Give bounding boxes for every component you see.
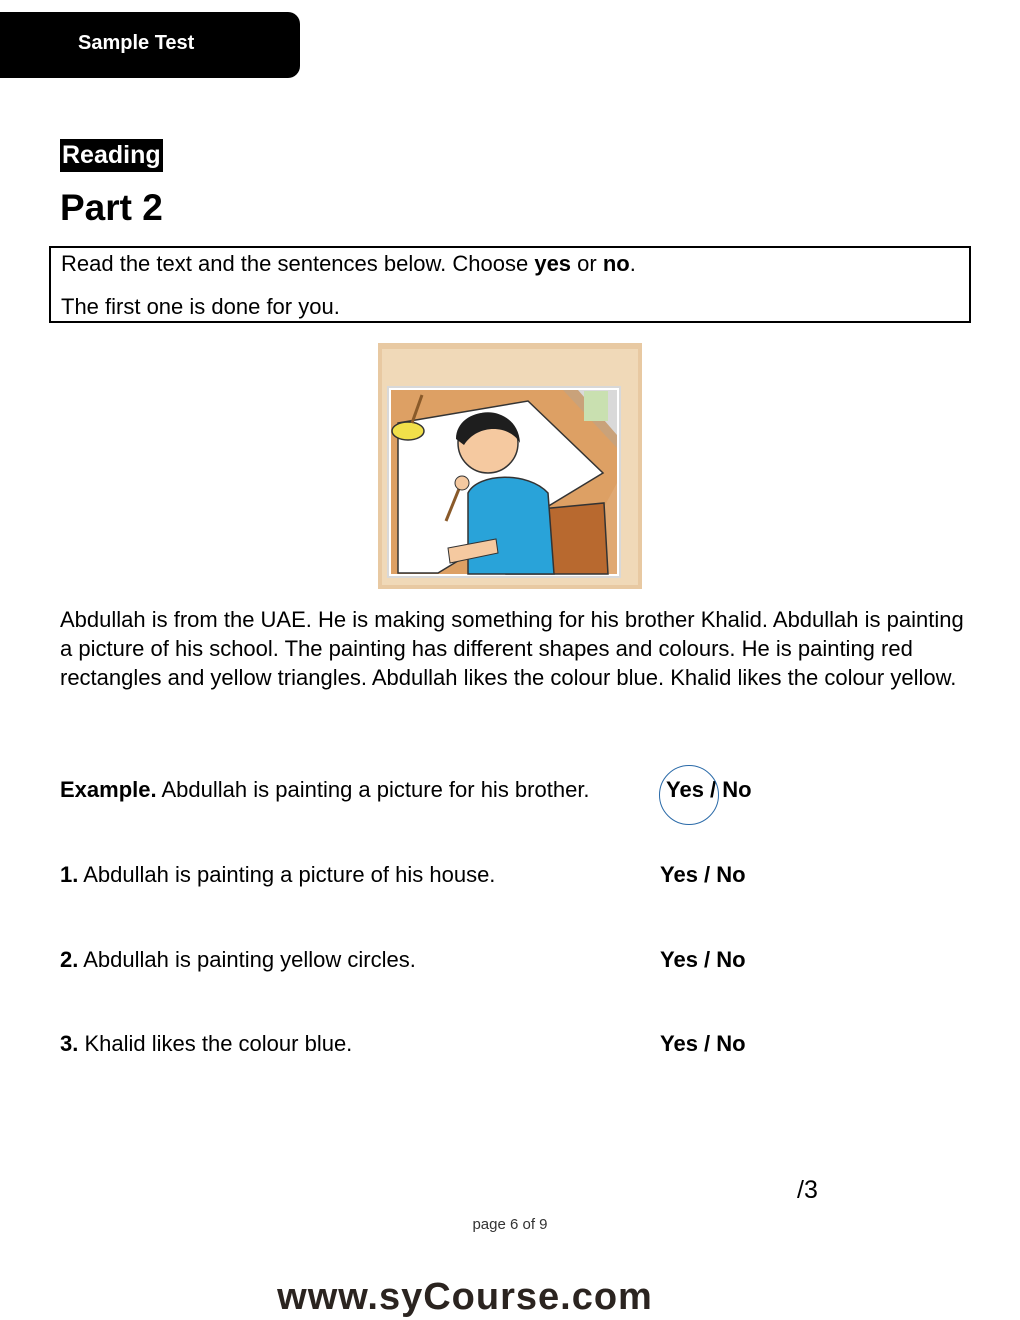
reading-passage: Abdullah is from the UAE. He is making something for his brother Khalid. Abdullah is painting a picture of his school. The painting has different shapes and colours. He is painting red rectangles and yellow triangles. Abdullah likes the colour blue. Khalid likes the colour yellow. [60, 607, 964, 690]
question-2: 2. Abdullah is painting yellow circles. [60, 947, 416, 972]
question-3: 3. Khalid likes the colour blue. [60, 1031, 353, 1056]
instructions-box [49, 246, 971, 323]
instruction-line-2: The first one is done for you. [61, 294, 340, 319]
question-1: 1. Abdullah is painting a picture of his house. [60, 862, 496, 887]
page-number: page 6 of 9 [472, 1216, 548, 1233]
example-answer: Yes / No [666, 777, 752, 802]
page-title: Part 2 [60, 187, 163, 228]
example-sentence: Example. Abdullah is painting a picture for his brother. [60, 777, 590, 802]
instruction-line-1: Read the text and the sentences below. Choose yes or no. [61, 251, 636, 276]
score-total: /3 [797, 1176, 818, 1204]
sample-test-tab [0, 12, 300, 78]
boy-painting-illustration [378, 343, 642, 589]
question-1-answer[interactable]: Yes / No [660, 862, 746, 887]
question-3-answer[interactable]: Yes / No [660, 1031, 746, 1056]
sample-test-label: Sample Test [78, 32, 195, 54]
answer-circle [659, 765, 719, 825]
site-watermark: www.syCourse.com [277, 1276, 653, 1318]
question-2-answer[interactable]: Yes / No [660, 947, 746, 972]
section-label: Reading [60, 139, 163, 172]
